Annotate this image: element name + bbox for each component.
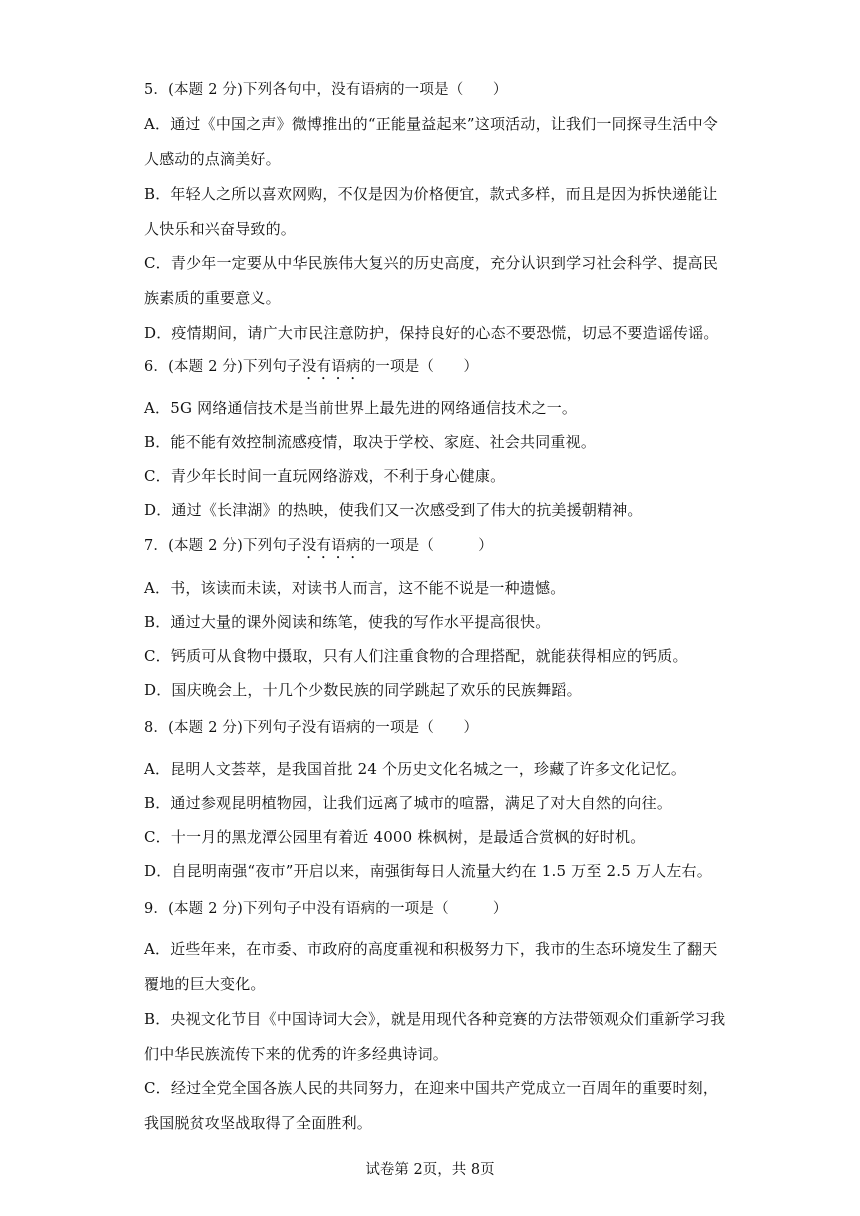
question-9-option-a-continued: 覆地的巨大变化。: [144, 975, 266, 993]
question-5-heading: 5．(本题 2 分)下列各句中，没有语病的一项是（ ）: [144, 82, 508, 98]
question-7-option-c: C．钙质可从食物中摄取，只有人们注重食物的合理搭配，就能获得相应的钙质。: [144, 647, 688, 665]
question-5-option-c-continued: 族素质的重要意义。: [144, 289, 281, 307]
question-7-option-a: A．书，该读而未读，对读书人而言，这不能不说是一种遗憾。: [144, 579, 566, 597]
question-8-option-a: A．昆明人文荟萃，是我国首批 24 个历史文化名城之一，珍藏了许多文化记忆。: [144, 760, 687, 778]
question-7-heading-prefix: 7．(本题 2 分)下列句子: [144, 538, 302, 554]
question-6-emphasis: 没有语病: [301, 359, 361, 375]
question-5-option-b-continued: 人快乐和兴奋导致的。: [144, 220, 297, 238]
question-6-option-c: C．青少年长时间一直玩网络游戏，不利于身心健康。: [144, 467, 506, 485]
question-5-option-b: B．年轻人之所以喜欢网购，不仅是因为价格便宜，款式多样，而且是因为拆快递能让: [144, 185, 718, 203]
page-footer: 试卷第 2页，共 8页: [365, 1162, 495, 1178]
question-8-heading: 8．(本题 2 分)下列句子没有语病的一项是（ ）: [144, 720, 479, 736]
question-6-heading: [144, 357, 478, 383]
question-6-option-d: D．通过《长津湖》的热映，使我们又一次感受到了伟大的抗美援朝精神。: [144, 501, 643, 519]
question-7-heading-suffix: 的一项是（ ）: [360, 538, 493, 554]
question-9-option-b: B．央视文化节目《中国诗词大会》，就是用现代各种竞赛的方法带领观众们重新学习我: [144, 1010, 726, 1028]
question-9-option-c: C．经过全党全国各族人民的共同努力，在迎来中国共产党成立一百周年的重要时刻，: [144, 1079, 719, 1097]
question-8-option-d: D．自昆明南强“夜市”开启以来，南强街每日人流量大约在 1.5 万至 2.5 万人左右。: [144, 862, 712, 880]
question-8-option-b: B．通过参观昆明植物园，让我们远离了城市的喧嚣，满足了对大自然的向往。: [144, 794, 673, 812]
question-5-option-d: D．疫情期间，请广大市民注意防护，保持良好的心态不要恐慌，切忌不要造谣传谣。: [144, 324, 719, 342]
question-9-option-c-continued: 我国脱贫攻坚战取得了全面胜利。: [144, 1114, 373, 1132]
question-6-heading-prefix: 6．(本题 2 分)下列句子: [144, 359, 302, 375]
question-6-heading-suffix: 的一项是（ ）: [360, 359, 479, 375]
question-7-heading: [144, 536, 493, 562]
question-5-option-a: A．通过《中国之声》微博推出的“正能量益起来”这项活动，让我们一同探寻生活中令: [144, 115, 718, 133]
question-8-option-c: C．十一月的黑龙潭公园里有着近 4000 株枫树，是最适合赏枫的好时机。: [144, 828, 646, 846]
question-9-option-b-continued: 们中华民族流传下来的优秀的许多经典诗词。: [144, 1045, 449, 1063]
question-9-heading: 9．(本题 2 分)下列句子中没有语病的一项是（ ）: [144, 901, 508, 917]
question-6-option-a: A．5G 网络通信技术是当前世界上最先进的网络通信技术之一。: [144, 399, 578, 417]
question-7-emphasis: 没有语病: [301, 538, 361, 554]
question-6-option-b: B．能不能有效控制流感疫情，取决于学校、家庭、社会共同重视。: [144, 433, 597, 451]
question-5-option-c: C．青少年一定要从中华民族伟大复兴的历史高度，充分认识到学习社会科学、提高民: [144, 254, 719, 272]
question-7-option-b: B．通过大量的课外阅读和练笔，使我的写作水平提高很快。: [144, 613, 551, 631]
question-5-option-a-continued: 人感动的点滴美好。: [144, 150, 281, 168]
question-9-option-a: A．近些年来，在市委、市政府的高度重视和积极努力下，我市的生态环境发生了翻天: [144, 940, 718, 958]
question-7-option-d: D．国庆晚会上，十几个少数民族的同学跳起了欢乐的民族舞蹈。: [144, 681, 582, 699]
